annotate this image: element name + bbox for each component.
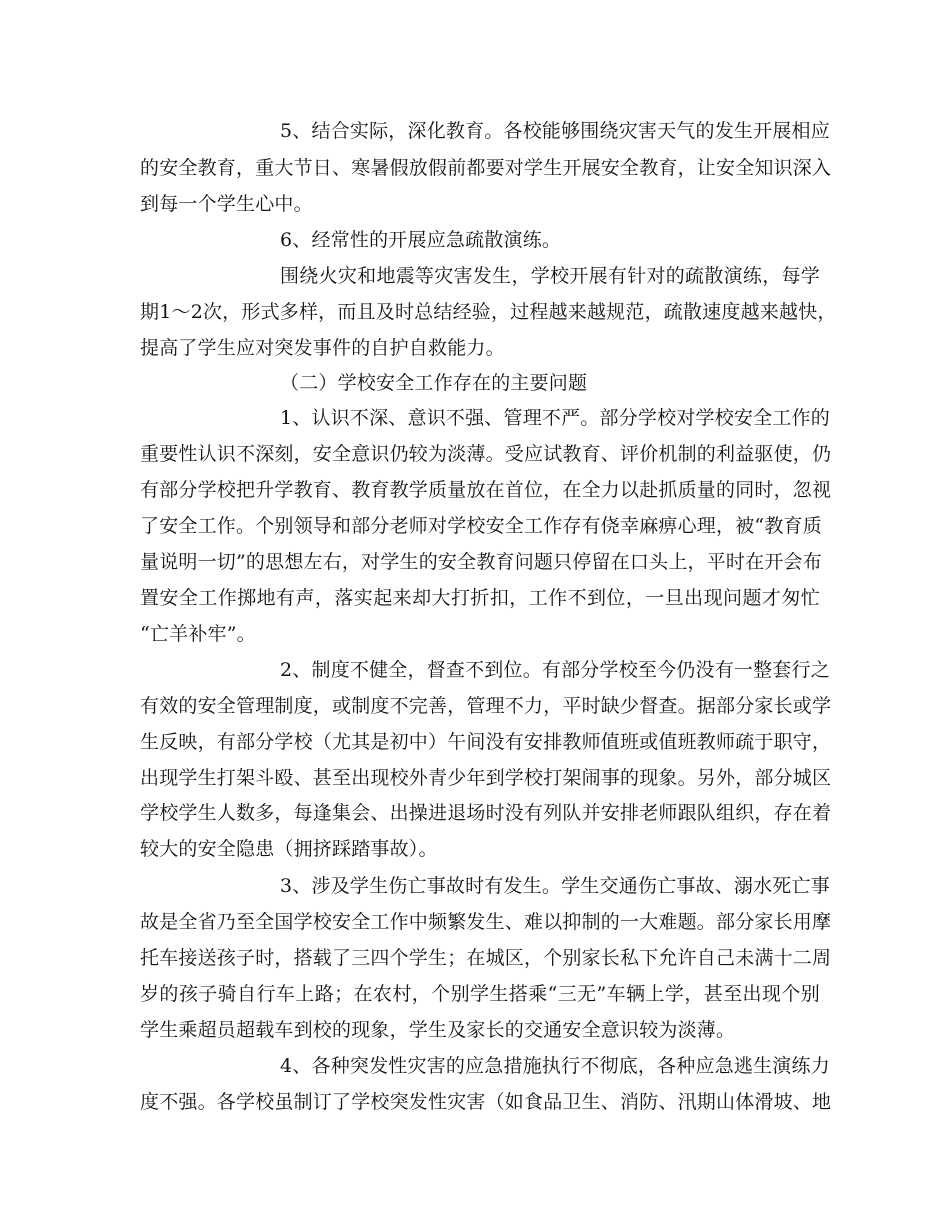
text-line: 2、制度不健全，督查不到位。有部分学校至今仍没有一整套行之 <box>280 659 830 681</box>
text-line: 提高了学生应对突发事件的自护自救能力。 <box>140 337 505 359</box>
text-line: 置安全工作掷地有声，落实起来却大打折扣，工作不到位，一旦出现问题才匆忙 <box>140 587 820 609</box>
text-line: 期1～2次，形式多样，而且及时总结经验，过程越来越规范，疏散速度越来越快， <box>140 301 837 323</box>
text-line: “亡羊补牢”。 <box>140 623 256 645</box>
text-line: 生反映，有部分学校（尤其是初中）午间没有安排教师值班或值班教师疏于职守， <box>140 731 832 753</box>
text-line: 3、涉及学生伤亡事故时有发生。学生交通伤亡事故、溺水死亡事 <box>280 875 830 897</box>
text-line: 6、经常性的开展应急疏散演练。 <box>280 229 562 251</box>
text-line: 重要性认识不深刻，安全意识仍较为淡薄。受应试教育、评价机制的利益驱使，仍 <box>140 443 832 465</box>
text-line: 4、各种突发性灾害的应急措施执行不彻底，各种应急逃生演练力 <box>280 1055 830 1077</box>
text-line: 5、结合实际，深化教育。各校能够围绕灾害天气的发生开展相应 <box>280 120 830 142</box>
text-line: 出现学生打架斗殴、甚至出现校外青少年到学校打架闹事的现象。另外，部分城区 <box>140 767 832 789</box>
section-heading: （二）学校安全工作存在的主要问题 <box>280 372 588 394</box>
text-line: 的安全教育，重大节日、寒暑假放假前都要对学生开展安全教育，让安全知识深入 <box>140 157 832 179</box>
text-line: 到每一个学生心中。 <box>140 193 313 215</box>
text-line: 有部分学校把升学教育、教育教学质量放在首位，在全力以赴抓质量的同时，忽视 <box>140 479 832 501</box>
text-line: 学校学生人数多，每逢集会、出操进退场时没有列队并安排老师跟队组织，存在着 <box>140 802 832 824</box>
text-line: 托车接送孩子时，搭载了三四个学生；在城区，个别家长私下允许自己未满十二周 <box>140 947 832 969</box>
text-line: 了安全工作。个别领导和部分老师对学校安全工作存有侥幸麻痹心理，被“教育质 <box>140 515 822 537</box>
text-line: 较大的安全隐患（拥挤踩踏事故）。 <box>140 838 438 860</box>
text-line: 学生乘超员超载车到校的现象，学生及家长的交通安全意识较为淡薄。 <box>140 1019 736 1041</box>
text-line: 故是全省乃至全国学校安全工作中频繁发生、难以抑制的一大难题。部分家长用摩 <box>140 911 832 933</box>
text-line: 量说明一切”的思想左右，对学生的安全教育问题只停留在口头上，平时在开会布 <box>140 551 822 573</box>
text-line: 度不强。各学校虽制订了学校突发性灾害（如食品卫生、消防、汛期山体滑坡、地 <box>140 1091 832 1113</box>
text-line: 1、认识不深、意识不强、管理不严。部分学校对学校安全工作的 <box>280 407 830 429</box>
text-line: 围绕火灾和地震等灾害发生，学校开展有针对的疏散演练，每学 <box>280 265 820 287</box>
text-line: 岁的孩子骑自行车上路；在农村，个别学生搭乘“三无”车辆上学，甚至出现个别 <box>140 983 820 1005</box>
text-line: 有效的安全管理制度，或制度不完善，管理不力，平时缺少督查。据部分家长或学 <box>140 695 832 717</box>
